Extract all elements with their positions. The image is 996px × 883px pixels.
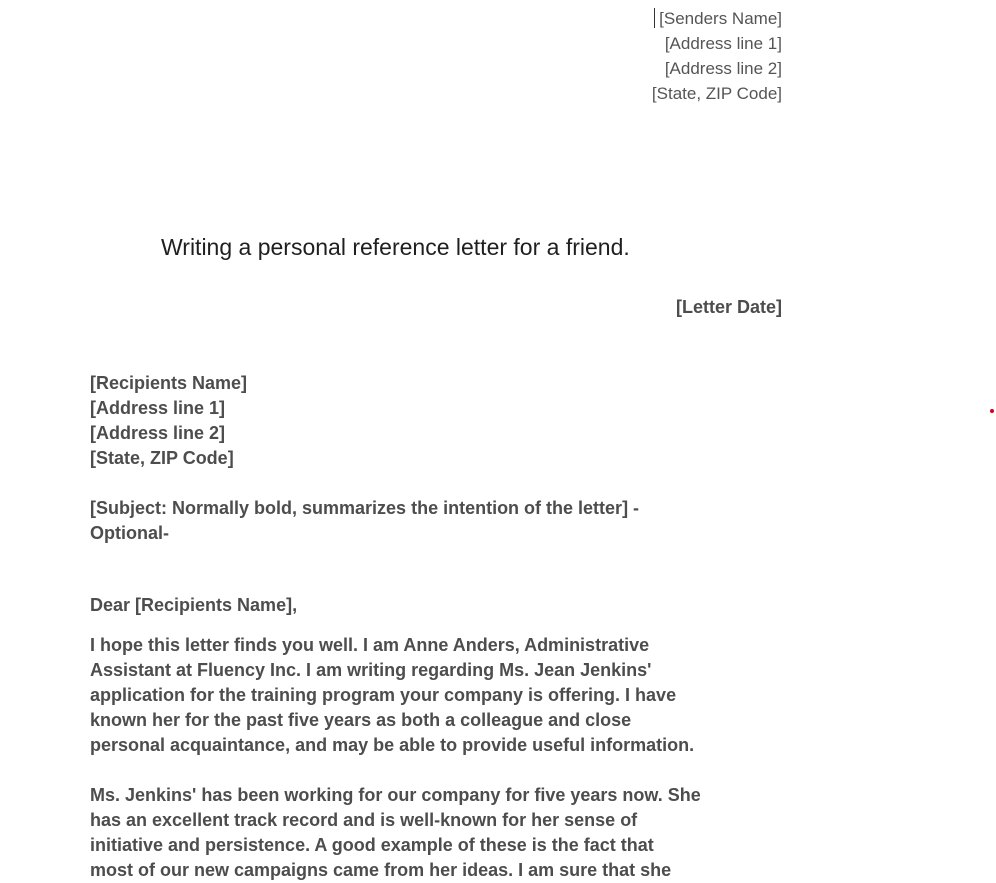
paragraph-line[interactable]: has an excellent track record and is well-known for her sense of	[90, 810, 638, 830]
paragraph-line[interactable]: personal acquaintance, and may be able to provide useful information.	[90, 735, 695, 755]
letter-title[interactable]: Writing a personal reference letter for a friend.	[161, 234, 630, 260]
subject-block	[90, 496, 730, 546]
sender-state-zip[interactable]: [State, ZIP Code]	[651, 84, 782, 103]
recipient-address-line-1[interactable]: [Address line 1]	[90, 398, 226, 418]
recipient-address-line-2[interactable]: [Address line 2]	[90, 423, 226, 443]
paragraph-line[interactable]: Assistant at Fluency Inc. I am writing regarding Ms. Jean Jenkins'	[90, 660, 652, 680]
body-paragraph-1	[90, 633, 790, 758]
red-marker-dot	[990, 409, 994, 413]
paragraph-line[interactable]: most of our new campaigns came from her ideas. I am sure that she	[90, 860, 672, 880]
body-paragraph-2	[90, 783, 790, 883]
paragraph-line[interactable]: application for the training program your company is offering. I have	[90, 685, 677, 705]
letter-date[interactable]: [Letter Date]	[675, 297, 782, 317]
paragraph-line[interactable]: Ms. Jenkins' has been working for our company for five years now. She	[90, 785, 701, 805]
salutation[interactable]: Dear [Recipients Name],	[90, 595, 298, 615]
sender-block	[652, 6, 782, 106]
paragraph-line[interactable]: I hope this letter finds you well. I am Anne Anders, Administrative	[90, 635, 650, 655]
sender-address-line-1[interactable]: [Address line 1]	[664, 34, 782, 53]
paragraph-line[interactable]: known her for the past five years as both a colleague and close	[90, 710, 632, 730]
recipient-state-zip[interactable]: [State, ZIP Code]	[90, 448, 234, 468]
sender-address-line-2[interactable]: [Address line 2]	[664, 59, 782, 78]
subject-line[interactable]: Optional-	[90, 523, 169, 543]
sender-name[interactable]: [Senders Name]	[659, 9, 782, 28]
recipient-name[interactable]: [Recipients Name]	[90, 373, 248, 393]
recipient-block	[90, 371, 247, 471]
subject-line[interactable]: [Subject: Normally bold, summarizes the intention of the letter] -	[90, 498, 640, 518]
paragraph-line[interactable]: initiative and persistence. A good example of these is the fact that	[90, 835, 654, 855]
